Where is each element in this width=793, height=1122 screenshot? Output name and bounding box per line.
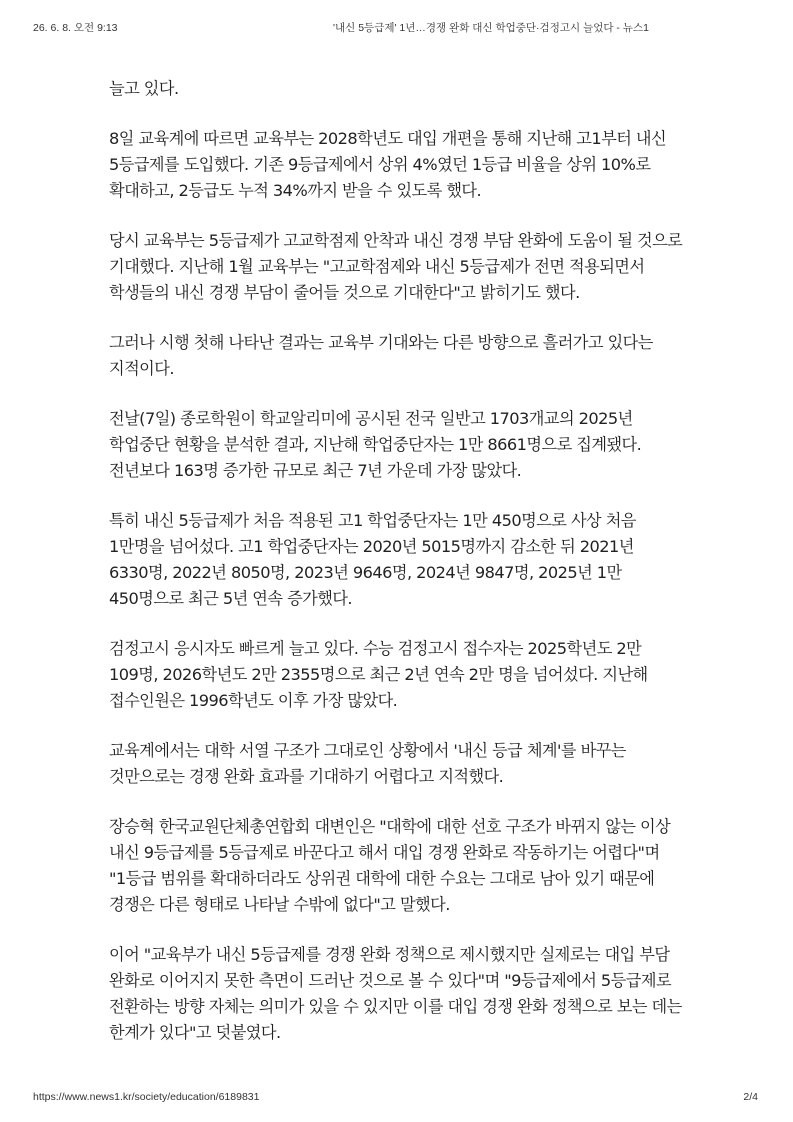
- print-footer: [33, 1091, 760, 1105]
- article-paragraph: 장승혁 한국교원단체총연합회 대변인은 "대학에 대한 선호 구조가 바뀌지 않는 이상 내신 9등급제를 5등급제로 바꾼다고 해서 대입 경쟁 완화로 작동하기는 어렵다"며 "1등급 범위를 확대하더라도 상위권 대학에 대한 수요는 그대로 남아 있기 때문에 경쟁은 다른 형태로 나타날 수밖에 없다"고 말했다.: [109, 817, 671, 914]
- article-paragraph: 검정고시 응시자도 빠르게 늘고 있다. 수능 검정고시 접수자는 2025학년도 2만 109명, 2026학년도 2만 2355명으로 최근 2년 연속 2만 명을 넘어섰다. 지난해 접수인원은 1996학년도 이후 가장 많았다.: [109, 639, 648, 710]
- article-paragraph: 이어 "교육부가 내신 5등급제를 경쟁 완화 정책으로 제시했지만 실제로는 대입 부담 완화로 이어지지 못한 측면이 드러난 것으로 볼 수 있다"며 "9등급제에서 5등급제로 전환하는 방향 자체는 의미가 있을 수 있지만 이를 대입 경쟁 완화 정책으로 보는 데는 한계가 있다"고 덧붙였다.: [109, 945, 682, 1042]
- page-number: 2/4: [743, 1091, 758, 1103]
- print-header: [33, 20, 760, 34]
- article-paragraph: 8일 교육계에 따르면 교육부는 2028학년도 대입 개편을 통해 지난해 고1부터 내신 5등급제를 도입했다. 기존 9등급제에서 상위 4%였던 1등급 비율을 상위 10%로 확대하고, 2등급도 누적 34%까지 받을 수 있도록 했다.: [109, 129, 667, 200]
- article-paragraph: 교육계에서는 대학 서열 구조가 그대로인 상황에서 '내신 등급 체계'를 바꾸는 것만으로는 경쟁 완화 효과를 기대하기 어렵다고 지적했다.: [109, 741, 626, 786]
- print-page-title: '내신 5등급제' 1년…경쟁 완화 대신 학업중단·검정고시 늘었다 - 뉴스1: [333, 22, 649, 34]
- article-paragraph: 특히 내신 5등급제가 처음 적용된 고1 학업중단자는 1만 450명으로 사상 처음 1만명을 넘어섰다. 고1 학업중단자는 2020년 5015명까지 감소한 뒤 2021년 6330명, 2022년 8050명, 2023년 9646명, 2024년 9847명, 2025년 1만 450명으로 최근 5년 연속 증가했다.: [109, 511, 636, 608]
- article-body: [109, 76, 687, 1070]
- article-paragraph: 전날(7일) 종로학원이 학교알리미에 공시된 전국 일반고 1703개교의 2025년 학업중단 현황을 분석한 결과, 지난해 학업중단자는 1만 8661명으로 집계됐다. 전년보다 163명 증가한 규모로 최근 7년 가운데 가장 많았다.: [109, 409, 642, 480]
- print-date: 26. 6. 8. 오전 9:13: [33, 22, 118, 34]
- article-paragraph: 당시 교육부는 5등급제가 고교학점제 안착과 내신 경쟁 부담 완화에 도움이 될 것으로 기대했다. 지난해 1월 교육부는 "고교학점제와 내신 5등급제가 전면 적용되면서 학생들의 내신 경쟁 부담이 줄어들 것으로 기대한다"고 밝히기도 했다.: [109, 231, 683, 302]
- article-paragraph: 늘고 있다.: [109, 79, 179, 98]
- article-paragraph: 그러나 시행 첫해 나타난 결과는 교육부 기대와는 다른 방향으로 흘러가고 있다는 지적이다.: [109, 333, 653, 378]
- print-url[interactable]: https://www.news1.kr/society/education/6189831: [33, 1091, 260, 1103]
